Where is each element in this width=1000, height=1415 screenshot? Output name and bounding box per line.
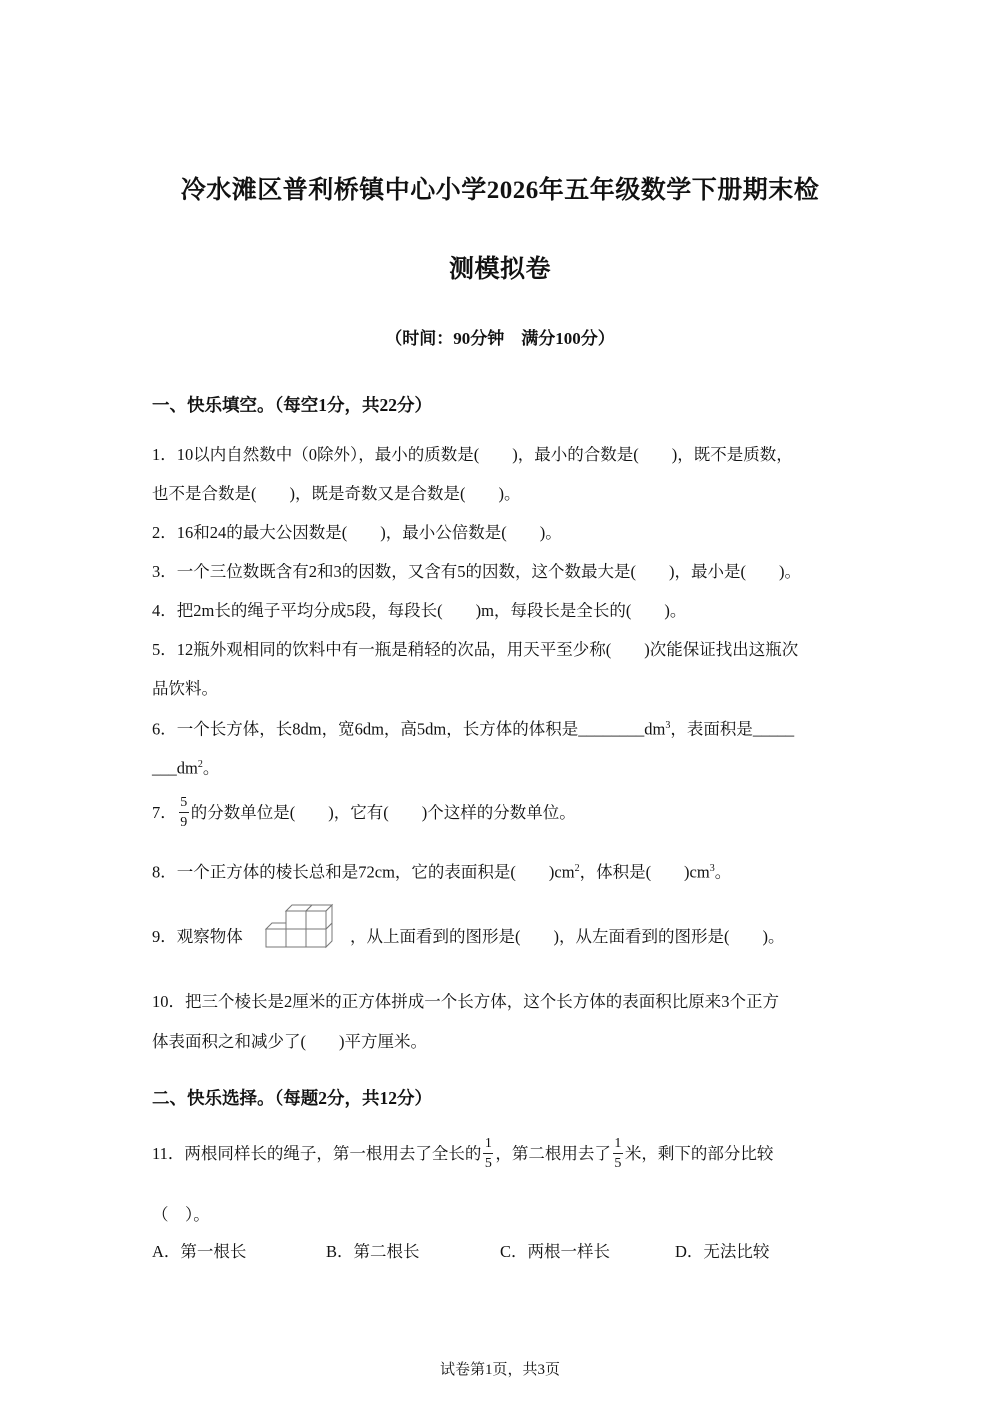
option-d: D．无法比较 [675,1242,770,1261]
question-6-text-a: 6．一个长方体，长8dm，宽6dm，高5dm，长方体的体积是________dm [152,719,666,739]
question-1-line1: 1．10以内自然数中（0除外），最小的质数是( )，最小的合数是( )，既不是质数， [152,445,793,464]
question-8 [152,864,731,881]
question-11-text-b: ，第二根用去了 [495,1143,611,1163]
question-11-text-c: 米，剩下的部分比较 [624,1143,774,1163]
fraction-denominator: 5 [614,1156,622,1172]
stacked-cubes-figure [262,903,336,951]
question-6-line2 [152,760,219,777]
fraction-1-5 [613,1136,623,1172]
superscript-square: 2 [574,863,580,874]
question-5-line2: 品饮料。 [152,679,218,698]
question-7-text: 的分数单位是( )，它有( )个这样的分数单位。 [190,802,576,822]
superscript-cube: 3 [665,720,671,731]
question-10-line2: 体表面积之和减少了( )平方厘米。 [152,1032,427,1051]
fraction-5-9 [179,795,189,831]
question-7 [152,795,576,831]
question-4: 4．把2m长的绳子平均分成5段，每段长( )m，每段长是全长的( )。 [152,601,687,620]
exam-time-info: （时间：90分钟 满分100分） [385,329,615,348]
question-2: 2．16和24的最大公因数是( )，最小公倍数是( )。 [152,523,562,542]
section-heading-choice: 二、快乐选择。（每题2分，共12分） [152,1088,432,1108]
superscript-square: 2 [197,759,203,770]
page-title-continued: 测模拟卷 [448,256,551,283]
option-a: A．第一根长 [152,1242,247,1261]
question-9-prefix: 9．观察物体 [152,927,243,946]
question-6-text-c: ___dm [152,758,198,778]
option-b: B．第二根长 [326,1242,420,1261]
fraction-numerator: 1 [484,1136,492,1151]
question-9-text: ，从上面看到的图形是( )，从左面看到的图形是( )。 [350,927,785,946]
question-7-number: 7． [152,802,177,822]
question-8-text-b: ，体积是( )cm [579,862,710,882]
page-title: 冷水滩区普利桥镇中心小学2026年五年级数学下册期末检 [180,177,820,204]
fraction-denominator: 9 [180,815,188,831]
page-footer: 试卷第1页，共3页 [439,1362,560,1378]
question-11-line2: （ ）。 [152,1205,210,1224]
superscript-cube: 3 [709,863,715,874]
fraction-1-5 [483,1136,493,1172]
option-c: C．两根一样长 [500,1242,611,1261]
question-1-line2: 也不是合数是( )，既是奇数又是合数是( )。 [152,484,521,503]
question-6-line1 [152,721,794,738]
fraction-numerator: 5 [180,795,188,810]
question-8-text-a: 8．一个正方体的棱长总和是72cm，它的表面积是( )cm [152,862,575,882]
fraction-denominator: 5 [484,1156,492,1172]
question-10-line1: 10．把三个棱长是2厘米的正方体拼成一个长方体，这个长方体的表面积比原来3个正方 [152,992,779,1011]
question-8-text-c: 。 [714,862,732,882]
question-11-line1 [152,1136,773,1172]
question-5-line1: 5．12瓶外观相同的饮料中有一瓶是稍轻的次品，用天平至少称( )次能保证找出这瓶次 [152,640,799,659]
question-6-text-b: ，表面积是_____ [670,719,795,739]
section-heading-fill-in: 一、快乐填空。（每空1分，共22分） [152,395,432,415]
question-3: 3．一个三位数既含有2和3的因数，又含有5的因数，这个数最大是( )，最小是( )。 [152,562,801,581]
fraction-numerator: 1 [614,1136,622,1151]
question-6-text-d: 。 [202,758,220,778]
question-11-text-a: 11．两根同样长的绳子，第一根用去了全长的 [152,1143,482,1163]
